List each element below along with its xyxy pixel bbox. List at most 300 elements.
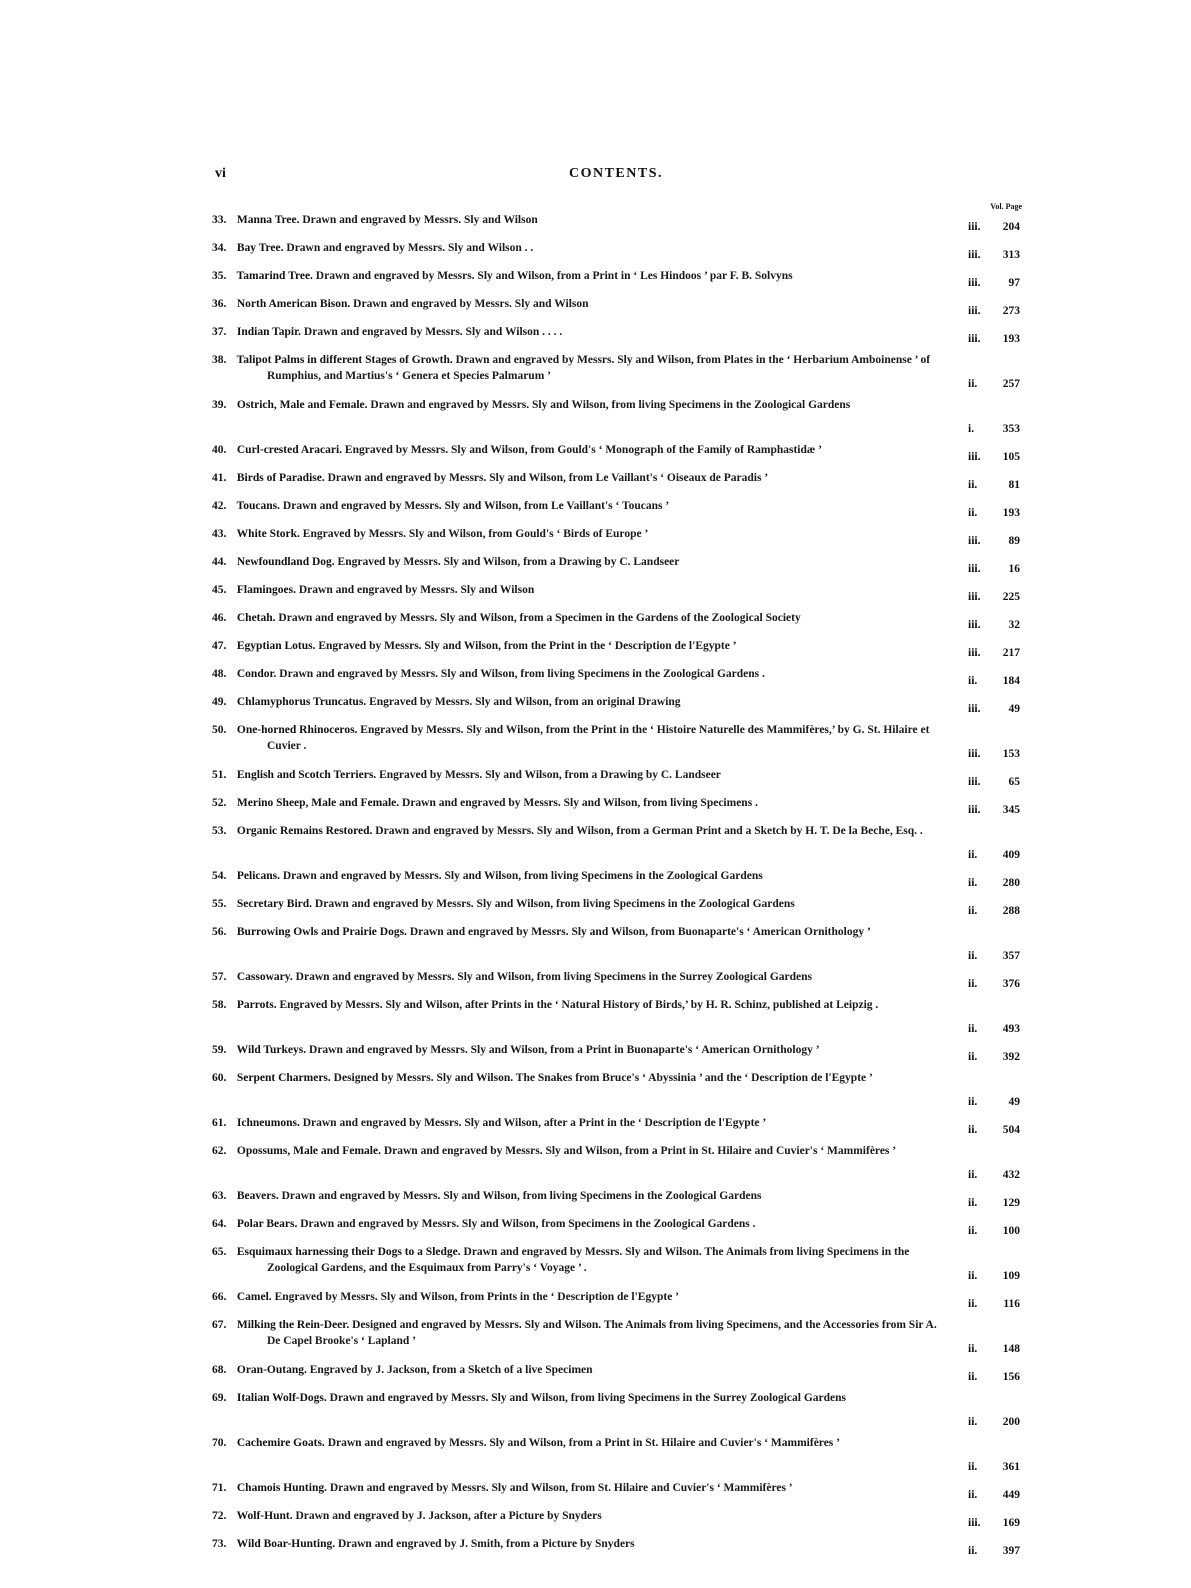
entry-description: Drawn and engraved by J. Jackson, after a Picture by Snyders xyxy=(295,1510,602,1522)
entry-reference xyxy=(960,303,1020,319)
entry-description: Drawn and engraved by Messrs. Sly and Wilson xyxy=(298,584,535,596)
entry-title: Pelicans. xyxy=(236,870,280,882)
contents-entry xyxy=(212,1430,1020,1475)
entry-page: 109 xyxy=(1002,1270,1020,1282)
entry-reference xyxy=(960,774,1020,790)
entry-description: Engraved by J. Jackson, from a Sketch of a live Specimen xyxy=(309,1364,593,1376)
entry-number: 68. xyxy=(212,1364,227,1376)
entry-page: 397 xyxy=(1002,1545,1020,1557)
entry-volume: iii. xyxy=(968,703,981,715)
entry-volume: iii. xyxy=(968,647,981,659)
entry-description: Engraved by Messrs. Sly and Wilson, from the Print in the ‘ Histoire Naturelle des Mammifères,’ by G. St. Hilaire et Cuvier . xyxy=(267,724,930,752)
entry-description: Drawn and engraved by Messrs. Sly and Wilson, from a German Print and a Sketch by H. T. De la Beche, Esq. . xyxy=(375,825,923,837)
entry-description: Engraved by Messrs. Sly and Wilson, from a Drawing by C. Landseer xyxy=(337,556,680,568)
contents-entry xyxy=(212,992,1020,1037)
entry-title: Esquimaux harnessing their Dogs to a Sledge. xyxy=(236,1246,461,1258)
entry-title: Organic Remains Restored. xyxy=(236,825,373,837)
entry-reference xyxy=(960,376,1020,392)
entry-title: Chlamyphorus Truncatus. xyxy=(236,696,367,708)
contents-entry xyxy=(212,207,1020,235)
entry-number: 50. xyxy=(212,724,227,736)
entry-number: 37. xyxy=(212,326,227,338)
entry-title: Serpent Charmers. xyxy=(236,1072,331,1084)
entry-title: Oran-Outang. xyxy=(236,1364,307,1376)
contents-entry xyxy=(212,1531,1020,1559)
entry-description: Engraved by Messrs. Sly and Wilson, after Prints in the ‘ Natural History of Birds,’ by H. R. Schinz, published at Leipzig . xyxy=(279,999,879,1011)
entry-number: 58. xyxy=(212,999,227,1011)
entry-title: Italian Wolf-Dogs. xyxy=(236,1392,327,1404)
entry-reference xyxy=(960,976,1020,992)
contents-entry xyxy=(212,1065,1020,1110)
contents-entry xyxy=(212,577,1020,605)
entry-description: Drawn and engraved by Messrs. Sly and Wilson, from living Specimens in the Zoological Gardens xyxy=(370,399,851,411)
entry-page: 105 xyxy=(1002,451,1020,463)
entry-number: 35. xyxy=(212,270,227,282)
entry-volume: ii. xyxy=(968,378,978,390)
entry-number: 65. xyxy=(212,1246,227,1258)
entry-description: Drawn and engraved by Messrs. Sly and Wilson, from living Specimens in the Zoological Gardens xyxy=(314,898,795,910)
entry-page: 504 xyxy=(1002,1124,1020,1136)
entry-number: 40. xyxy=(212,444,227,456)
entry-reference xyxy=(960,1195,1020,1211)
contents-entry xyxy=(212,1037,1020,1065)
contents-entry xyxy=(212,762,1020,790)
entry-volume: iii. xyxy=(968,748,981,760)
entry-reference xyxy=(960,645,1020,661)
entry-description: Drawn and engraved by Messrs. Sly and Wilson . . xyxy=(286,242,534,254)
entry-title: Bay Tree. xyxy=(236,242,284,254)
entry-text xyxy=(212,610,1020,626)
entry-number: 61. xyxy=(212,1117,227,1129)
entry-text xyxy=(212,554,1020,570)
entry-page: 193 xyxy=(1002,333,1020,345)
entry-title: North American Bison. xyxy=(236,298,351,310)
entry-number: 51. xyxy=(212,769,227,781)
entry-description: Drawn and engraved by Messrs. Sly and Wilson . . . . xyxy=(303,326,563,338)
entry-volume: ii. xyxy=(968,1169,978,1181)
entry-page: 184 xyxy=(1002,675,1020,687)
entry-number: 73. xyxy=(212,1538,227,1550)
entry-text xyxy=(212,1362,1020,1378)
entry-title: Talipot Palms in different Stages of Growth. xyxy=(236,354,453,366)
entry-reference xyxy=(960,1459,1020,1475)
entry-title: One-horned Rhinoceros. xyxy=(236,724,358,736)
entry-page: 153 xyxy=(1002,748,1020,760)
entry-page: 493 xyxy=(1002,1023,1020,1035)
contents-entry xyxy=(212,1183,1020,1211)
entry-description: Drawn and engraved by Messrs. Sly and Wilson. The Animals from living Specimens in the Zoological Gardens, and the Esquimaux from Parry's ‘ Voyage ’ . xyxy=(267,1246,910,1274)
entry-title: Ostrich, Male and Female. xyxy=(236,399,368,411)
entry-text xyxy=(212,638,1020,654)
contents-list xyxy=(212,207,1020,1559)
entry-page: 273 xyxy=(1002,305,1020,317)
contents-entry xyxy=(212,1503,1020,1531)
contents-entry xyxy=(212,392,1020,437)
entry-number: 56. xyxy=(212,926,227,938)
entry-description: Engraved by Messrs. Sly and Wilson, from Gould's ‘ Monograph of the Family of Ramphastidæ ’ xyxy=(344,444,822,456)
entry-number: 48. xyxy=(212,668,227,680)
entry-description: Drawn and engraved by Messrs. Sly and Wilson, from Plates in the ‘ Herbarium Amboinense ’ of Rumphius, and Martius's ‘ Genera et Species Palmarum ’ xyxy=(267,354,931,382)
entry-description: Designed and engraved by Messrs. Sly and Wilson. The Animals from living Specimens, and the Accessories from Sir A. De Capel Brooke's ‘ Lapland ’ xyxy=(267,1319,937,1347)
contents-entry xyxy=(212,521,1020,549)
entry-title: Polar Bears. xyxy=(236,1218,298,1230)
entry-text xyxy=(212,1070,1020,1086)
entry-page: 392 xyxy=(1002,1051,1020,1063)
entry-text xyxy=(212,1390,1020,1406)
entry-reference xyxy=(960,1021,1020,1037)
entry-reference xyxy=(960,903,1020,919)
entry-page: 200 xyxy=(1002,1416,1020,1428)
entry-text xyxy=(212,470,1020,486)
entry-description: Engraved by Messrs. Sly and Wilson, from Gould's ‘ Birds of Europe ’ xyxy=(302,528,649,540)
entry-text xyxy=(212,1435,1020,1451)
entry-reference xyxy=(960,701,1020,717)
entry-text xyxy=(212,212,1020,228)
entry-number: 39. xyxy=(212,399,227,411)
entry-number: 62. xyxy=(212,1145,227,1157)
entry-title: Burrowing Owls and Prairie Dogs. xyxy=(236,926,407,938)
entry-reference xyxy=(960,561,1020,577)
entry-page: 49 xyxy=(1008,1096,1020,1108)
entry-volume: iii. xyxy=(968,277,981,289)
entry-title: Newfoundland Dog. xyxy=(236,556,335,568)
entry-volume: iii. xyxy=(968,563,981,575)
entry-volume: iii. xyxy=(968,1517,981,1529)
entry-title: Indian Tapir. xyxy=(236,326,302,338)
entry-text xyxy=(212,868,1020,884)
entry-page: 116 xyxy=(1003,1298,1020,1310)
entry-page: 288 xyxy=(1002,905,1020,917)
entry-title: Condor. xyxy=(236,668,277,680)
entry-page: 432 xyxy=(1002,1169,1020,1181)
entry-volume: ii. xyxy=(968,1461,978,1473)
entry-page: 81 xyxy=(1008,479,1020,491)
entry-volume: ii. xyxy=(968,950,978,962)
entry-volume: ii. xyxy=(968,1225,978,1237)
contents-entry xyxy=(212,919,1020,964)
entry-number: 69. xyxy=(212,1392,227,1404)
contents-entry xyxy=(212,689,1020,717)
entry-description: Drawn and engraved by Messrs. Sly and Wilson, from a Print in ‘ Les Hindoos ’ par F. B. Solvyns xyxy=(315,270,793,282)
contents-entry xyxy=(212,1138,1020,1183)
entry-text xyxy=(212,1317,1020,1349)
entry-volume: iii. xyxy=(968,305,981,317)
entry-reference xyxy=(960,1369,1020,1385)
entry-volume: ii. xyxy=(968,877,978,889)
entry-volume: ii. xyxy=(968,1545,978,1557)
entry-volume: ii. xyxy=(968,479,978,491)
entry-page: 409 xyxy=(1002,849,1020,861)
entry-reference xyxy=(960,449,1020,465)
entry-text xyxy=(212,526,1020,542)
contents-entry xyxy=(212,1211,1020,1239)
entry-volume: ii. xyxy=(968,1124,978,1136)
entry-number: 55. xyxy=(212,898,227,910)
entry-reference xyxy=(960,533,1020,549)
entry-volume: iii. xyxy=(968,333,981,345)
entry-description: Engraved by Messrs. Sly and Wilson, from a Drawing by C. Landseer xyxy=(379,769,721,781)
entry-description: Drawn and engraved by Messrs. Sly and Wilson, from living Specimens in the Zoological Gardens xyxy=(281,1190,762,1202)
entry-reference xyxy=(960,275,1020,291)
entry-page: 225 xyxy=(1002,591,1020,603)
contents-entry xyxy=(212,465,1020,493)
entry-reference xyxy=(960,673,1020,689)
entry-volume: i. xyxy=(968,423,975,435)
entry-number: 46. xyxy=(212,612,227,624)
entry-reference xyxy=(960,589,1020,605)
entry-text xyxy=(212,442,1020,458)
entry-volume: ii. xyxy=(968,978,978,990)
entry-page: 97 xyxy=(1008,277,1020,289)
entry-page: 257 xyxy=(1002,378,1020,390)
entry-number: 67. xyxy=(212,1319,227,1331)
entry-page: 449 xyxy=(1002,1489,1020,1501)
entry-page: 16 xyxy=(1008,563,1020,575)
entry-description: Drawn and engraved by Messrs. Sly and Wilson, from Buonaparte's ‘ American Ornithology ’ xyxy=(409,926,871,938)
entry-title: Milking the Rein-Deer. xyxy=(236,1319,350,1331)
entry-volume: ii. xyxy=(968,1416,978,1428)
entry-title: Merino Sheep, Male and Female. xyxy=(236,797,400,809)
entry-text xyxy=(212,1115,1020,1131)
contents-entry xyxy=(212,263,1020,291)
entry-description: Engraved by Messrs. Sly and Wilson, from Prints in the ‘ Description de l'Egypte ’ xyxy=(274,1291,679,1303)
entry-reference xyxy=(960,1223,1020,1239)
entry-description: Drawn and engraved by Messrs. Sly and Wilson, from living Specimens in the Zoological Gardens xyxy=(282,870,763,882)
entry-reference xyxy=(960,847,1020,863)
entry-title: Wild Turkeys. xyxy=(236,1044,307,1056)
contents-entry xyxy=(212,1385,1020,1430)
entry-page: 129 xyxy=(1002,1197,1020,1209)
entry-title: Ichneumons. xyxy=(236,1117,300,1129)
entry-number: 72. xyxy=(212,1510,227,1522)
entry-reference xyxy=(960,247,1020,263)
contents-entry xyxy=(212,1239,1020,1284)
entry-title: Manna Tree. xyxy=(236,214,300,226)
entry-reference xyxy=(960,875,1020,891)
entry-page: 169 xyxy=(1002,1517,1020,1529)
entry-volume: ii. xyxy=(968,849,978,861)
contents-entry xyxy=(212,964,1020,992)
entry-title: Chetah. xyxy=(236,612,276,624)
entry-description: Drawn and engraved by Messrs. Sly and Wilson, from a Print in St. Hilaire and Cuvier's ‘ Mammifères ’ xyxy=(327,1437,840,1449)
entry-volume: ii. xyxy=(968,1298,978,1310)
entry-description: Drawn and engraved by Messrs. Sly and Wilson, from Le Vaillant's ‘ Toucans ’ xyxy=(282,500,670,512)
entry-description: Drawn and engraved by Messrs. Sly and Wilson, from living Specimens in the Surrey Zoological Gardens xyxy=(295,971,813,983)
entry-page: 280 xyxy=(1002,877,1020,889)
entry-number: 59. xyxy=(212,1044,227,1056)
contents-entry xyxy=(212,1475,1020,1503)
entry-description: Engraved by Messrs. Sly and Wilson, from an original Drawing xyxy=(369,696,681,708)
entry-description: Drawn and engraved by Messrs. Sly and Wilson, after a Print in the ‘ Description de l'Egypte ’ xyxy=(302,1117,767,1129)
entry-volume: ii. xyxy=(968,1270,978,1282)
entry-reference xyxy=(960,1341,1020,1357)
entry-volume: ii. xyxy=(968,507,978,519)
entry-volume: iii. xyxy=(968,249,981,261)
entry-volume: iii. xyxy=(968,619,981,631)
entry-text xyxy=(212,352,1020,384)
entry-title: Camel. xyxy=(236,1291,272,1303)
entry-page: 345 xyxy=(1002,804,1020,816)
contents-entry xyxy=(212,1312,1020,1357)
contents-entry xyxy=(212,1357,1020,1385)
entry-text xyxy=(212,296,1020,312)
entry-title: Curl-crested Aracari. xyxy=(236,444,343,456)
entry-number: 54. xyxy=(212,870,227,882)
entry-page: 204 xyxy=(1002,221,1020,233)
entry-number: 44. xyxy=(212,556,227,568)
entry-reference xyxy=(960,746,1020,762)
entry-volume: ii. xyxy=(968,1489,978,1501)
entry-text xyxy=(212,1188,1020,1204)
contents-entry xyxy=(212,1284,1020,1312)
entry-title: Beavers. xyxy=(236,1190,279,1202)
entry-reference xyxy=(960,1296,1020,1312)
entry-reference xyxy=(960,1094,1020,1110)
entry-page: 89 xyxy=(1008,535,1020,547)
entry-number: 63. xyxy=(212,1190,227,1202)
entry-number: 70. xyxy=(212,1437,227,1449)
entry-page: 353 xyxy=(1002,423,1020,435)
entry-text xyxy=(212,397,1020,413)
entry-page: 65 xyxy=(1008,776,1020,788)
entry-text xyxy=(212,666,1020,682)
entry-description: Drawn and engraved by Messrs. Sly and Wilson, from Specimens in the Zoological Gardens . xyxy=(300,1218,756,1230)
entry-text xyxy=(212,1244,1020,1276)
entry-volume: iii. xyxy=(968,804,981,816)
entry-text xyxy=(212,1216,1020,1232)
entry-volume: ii. xyxy=(968,675,978,687)
entry-description: Engraved by Messrs. Sly and Wilson, from the Print in the ‘ Description de l'Egypte ’ xyxy=(318,640,737,652)
entry-volume: ii. xyxy=(968,1197,978,1209)
entry-number: 49. xyxy=(212,696,227,708)
entry-reference xyxy=(960,505,1020,521)
entry-title: Egyptian Lotus. xyxy=(236,640,316,652)
entry-number: 64. xyxy=(212,1218,227,1230)
entry-number: 43. xyxy=(212,528,227,540)
running-title: CONTENTS. xyxy=(568,166,664,181)
entry-title: Tamarind Tree. xyxy=(236,270,313,282)
entry-reference xyxy=(960,1268,1020,1284)
entry-number: 52. xyxy=(212,797,227,809)
entry-reference xyxy=(960,1122,1020,1138)
entry-number: 71. xyxy=(212,1482,227,1494)
entry-text xyxy=(212,1508,1020,1524)
entry-page: 217 xyxy=(1002,647,1020,659)
entry-volume: iii. xyxy=(968,451,981,463)
entry-number: 53. xyxy=(212,825,227,837)
entry-volume: iii. xyxy=(968,776,981,788)
entry-number: 34. xyxy=(212,242,227,254)
entry-number: 38. xyxy=(212,354,227,366)
entry-text xyxy=(212,722,1020,754)
entry-volume: ii. xyxy=(968,1371,978,1383)
entry-text xyxy=(212,924,1020,940)
entry-title: Flamingoes. xyxy=(236,584,296,596)
entry-title: Wolf-Hunt. xyxy=(236,1510,293,1522)
entry-title: Chamois Hunting. xyxy=(236,1482,327,1494)
entry-description: Drawn and engraved by Messrs. Sly and Wilson, from living Specimens in the Surrey Zoological Gardens xyxy=(329,1392,847,1404)
entry-title: Opossums, Male and Female. xyxy=(236,1145,381,1157)
entry-title: Birds of Paradise. xyxy=(236,472,325,484)
entry-text xyxy=(212,694,1020,710)
entry-description: Drawn and engraved by Messrs. Sly and Wilson xyxy=(302,214,538,226)
contents-entry xyxy=(212,661,1020,689)
entry-description: Designed by Messrs. Sly and Wilson. The Snakes from Bruce's ‘ Abyssinia ’ and the ‘ Description de l'Egypte ’ xyxy=(333,1072,873,1084)
entry-reference xyxy=(960,331,1020,347)
contents-entry xyxy=(212,717,1020,762)
contents-entry xyxy=(212,605,1020,633)
page-header xyxy=(212,166,1020,186)
entry-volume: ii. xyxy=(968,1343,978,1355)
entry-description: Drawn and engraved by Messrs. Sly and Wilson, from living Specimens in the Zoological Gardens . xyxy=(279,668,765,680)
entry-number: 36. xyxy=(212,298,227,310)
entry-number: 45. xyxy=(212,584,227,596)
page-column-label: Page xyxy=(1005,202,1022,211)
entry-text xyxy=(212,795,1020,811)
entry-reference xyxy=(960,948,1020,964)
contents-entry xyxy=(212,891,1020,919)
entry-reference xyxy=(960,1487,1020,1503)
entry-title: White Stork. xyxy=(236,528,300,540)
entry-volume: ii. xyxy=(968,1096,978,1108)
page-number: vi xyxy=(215,166,226,181)
contents-entry xyxy=(212,818,1020,863)
entry-text xyxy=(212,498,1020,514)
entry-page: 100 xyxy=(1002,1225,1020,1237)
entry-reference xyxy=(960,802,1020,818)
entry-title: Toucans. xyxy=(236,500,281,512)
entry-title: English and Scotch Terriers. xyxy=(236,769,377,781)
contents-entry xyxy=(212,347,1020,392)
entry-page: 376 xyxy=(1002,978,1020,990)
contents-entry xyxy=(212,437,1020,465)
contents-entry xyxy=(212,291,1020,319)
contents-entry xyxy=(212,1110,1020,1138)
contents-entry xyxy=(212,493,1020,521)
entry-reference xyxy=(960,1167,1020,1183)
entry-number: 41. xyxy=(212,472,227,484)
vol-column-label: Vol. xyxy=(990,202,1004,211)
entry-volume: iii. xyxy=(968,591,981,603)
contents-entry xyxy=(212,319,1020,347)
entry-description: Drawn and engraved by Messrs. Sly and Wilson, from a Print in Buonaparte's ‘ American Ornithology ’ xyxy=(309,1044,820,1056)
entry-title: Secretary Bird. xyxy=(236,898,313,910)
entry-text xyxy=(212,324,1020,340)
entry-reference xyxy=(960,219,1020,235)
entry-text xyxy=(212,240,1020,256)
entry-page: 357 xyxy=(1002,950,1020,962)
entry-text xyxy=(212,997,1020,1013)
entry-text xyxy=(212,823,1020,839)
entry-reference xyxy=(960,477,1020,493)
entry-volume: ii. xyxy=(968,1023,978,1035)
entry-description: Drawn and engraved by Messrs. Sly and Wilson, from St. Hilaire and Cuvier's ‘ Mammifères ’ xyxy=(329,1482,793,1494)
entry-text xyxy=(212,1480,1020,1496)
contents-entry xyxy=(212,863,1020,891)
entry-volume: ii. xyxy=(968,1051,978,1063)
entry-title: Cachemire Goats. xyxy=(236,1437,325,1449)
entry-page: 156 xyxy=(1002,1371,1020,1383)
entry-number: 60. xyxy=(212,1072,227,1084)
entry-description: Drawn and engraved by Messrs. Sly and Wilson, from a Print in St. Hilaire and Cuvier's ‘ Mammifères ’ xyxy=(383,1145,897,1157)
entry-text xyxy=(212,1536,1020,1552)
entry-title: Cassowary. xyxy=(236,971,293,983)
entry-text xyxy=(212,268,1020,284)
entry-description: Drawn and engraved by J. Smith, from a Picture by Snyders xyxy=(337,1538,635,1550)
entry-description: Drawn and engraved by Messrs. Sly and Wilson xyxy=(353,298,589,310)
contents-entry xyxy=(212,549,1020,577)
entry-reference xyxy=(960,421,1020,437)
